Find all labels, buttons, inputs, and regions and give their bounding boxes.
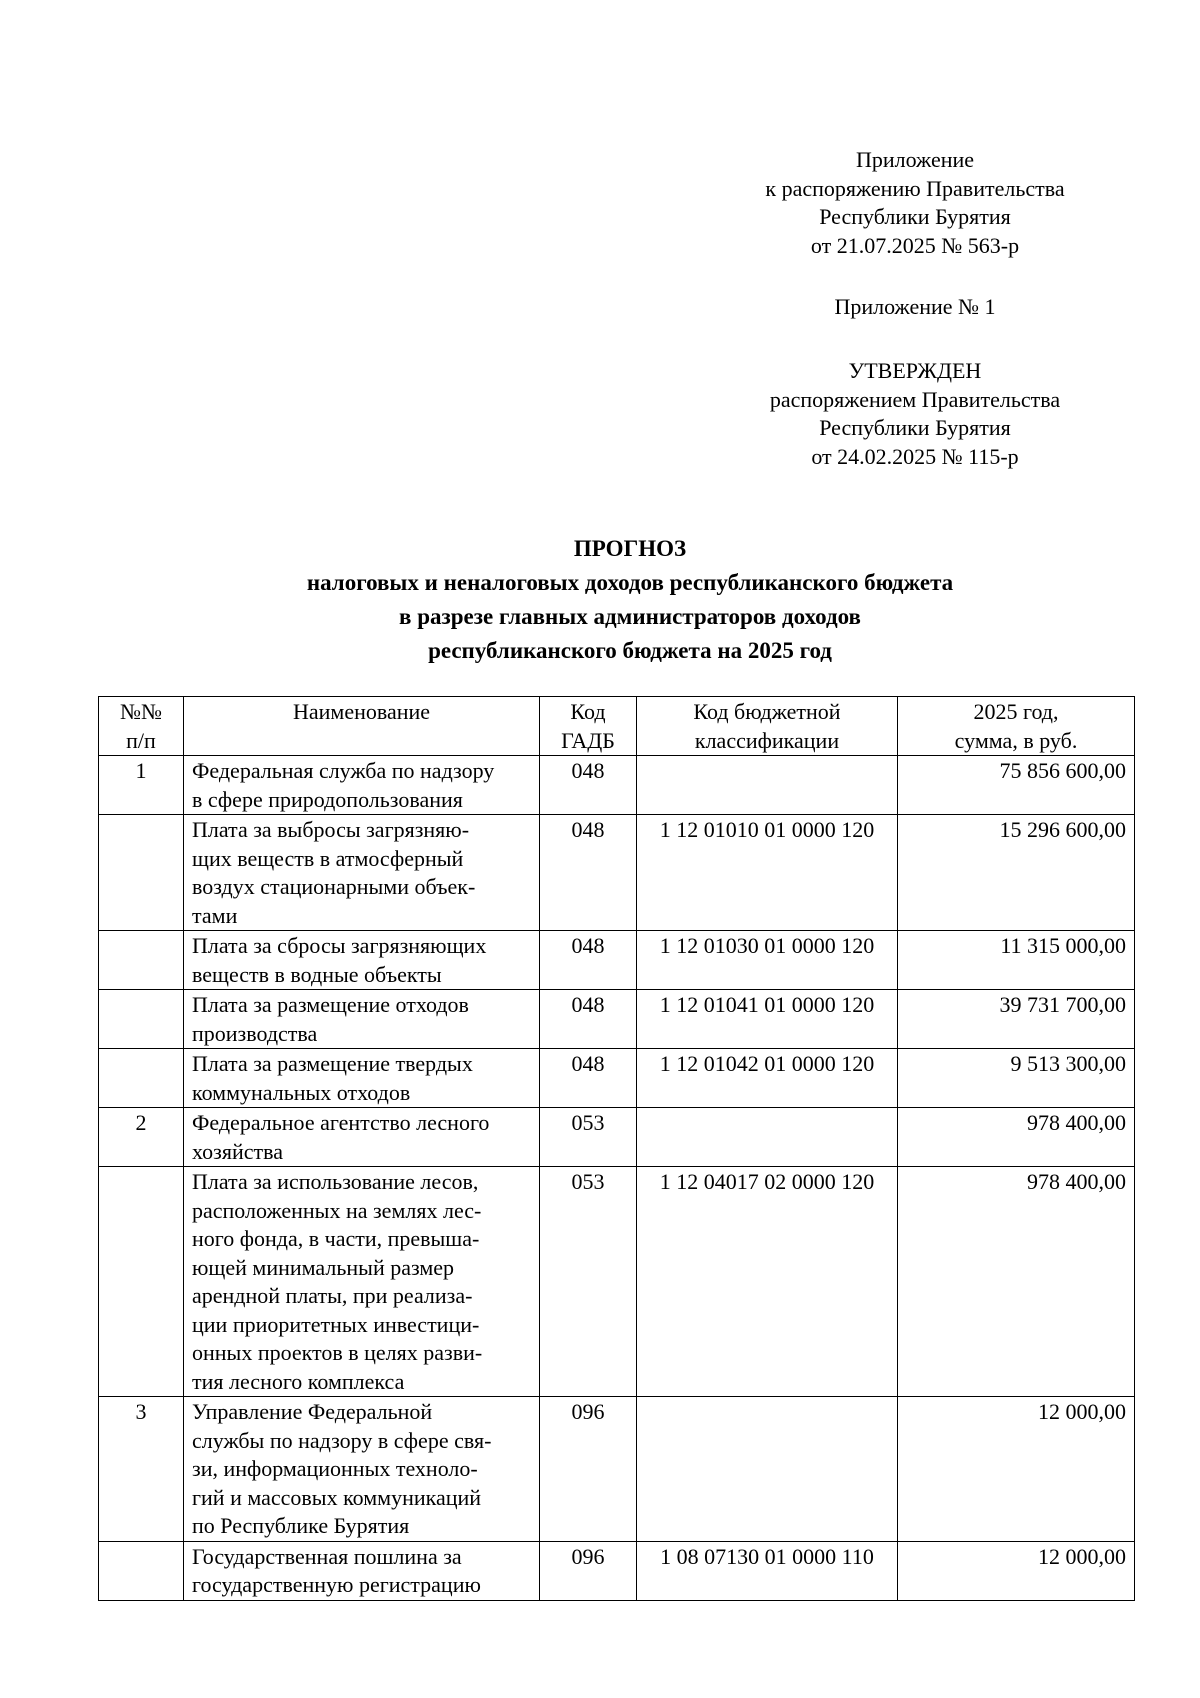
title-line: республиканского бюджета на 2025 год bbox=[428, 638, 832, 663]
title-line: в разрезе главных администраторов доходов bbox=[399, 604, 861, 629]
row-sum: 11 315 000,00 bbox=[898, 931, 1135, 990]
row-num: 2 bbox=[99, 1108, 184, 1167]
table-row bbox=[99, 931, 1135, 990]
approved-line: от 24.02.2025 № 115-р bbox=[811, 443, 1019, 469]
row-num bbox=[99, 1167, 184, 1397]
approved-line: УТВЕРЖДЕН bbox=[848, 358, 982, 383]
table-header-row bbox=[99, 697, 1135, 756]
row-num bbox=[99, 815, 184, 931]
header-name: Наименование bbox=[184, 697, 540, 756]
title-line: налоговых и неналоговых доходов республиканского бюджета bbox=[306, 570, 954, 595]
row-kbk bbox=[637, 1108, 898, 1167]
row-num bbox=[99, 1541, 184, 1600]
revenue-forecast-table bbox=[98, 696, 1135, 1601]
table-row bbox=[99, 1541, 1135, 1600]
appendix-line: от 21.07.2025 № 563-р bbox=[810, 232, 1020, 258]
row-kbk bbox=[637, 756, 898, 815]
header-gadb: Код ГАДБ bbox=[540, 697, 637, 756]
document-title bbox=[80, 532, 1180, 668]
row-name: Управление Федеральной службы по надзору в сфере свя- зи, информационных техноло- гий и массовых коммуникаций по Республике Бурятия bbox=[184, 1397, 540, 1542]
title-line: ПРОГНОЗ bbox=[573, 536, 687, 561]
row-kbk: 1 12 01042 01 0000 120 bbox=[637, 1049, 898, 1108]
appendix-number bbox=[740, 293, 1090, 322]
table-row bbox=[99, 990, 1135, 1049]
row-sum: 978 400,00 bbox=[898, 1167, 1135, 1397]
row-kbk bbox=[637, 1397, 898, 1542]
row-gadb: 053 bbox=[540, 1167, 637, 1397]
row-sum: 39 731 700,00 bbox=[898, 990, 1135, 1049]
row-sum: 12 000,00 bbox=[898, 1541, 1135, 1600]
appendix-line: к распоряжению Правительства bbox=[765, 175, 1065, 201]
row-num bbox=[99, 1049, 184, 1108]
row-sum: 75 856 600,00 bbox=[898, 756, 1135, 815]
table-row bbox=[99, 815, 1135, 931]
row-num bbox=[99, 990, 184, 1049]
table-row bbox=[99, 1397, 1135, 1542]
header-sum: 2025 год, сумма, в руб. bbox=[898, 697, 1135, 756]
row-kbk: 1 12 01041 01 0000 120 bbox=[637, 990, 898, 1049]
approved-line: Республики Бурятия bbox=[819, 415, 1011, 440]
row-num bbox=[99, 931, 184, 990]
row-gadb: 048 bbox=[540, 990, 637, 1049]
row-kbk: 1 12 01030 01 0000 120 bbox=[637, 931, 898, 990]
appendix-number-text: Приложение № 1 bbox=[834, 294, 996, 319]
row-kbk: 1 08 07130 01 0000 110 bbox=[637, 1541, 898, 1600]
appendix-header bbox=[740, 146, 1090, 260]
row-gadb: 096 bbox=[540, 1397, 637, 1542]
row-gadb: 048 bbox=[540, 756, 637, 815]
table-row bbox=[99, 1049, 1135, 1108]
row-name: Государственная пошлина за государственную регистрацию bbox=[184, 1541, 540, 1600]
row-name: Плата за размещение отходов производства bbox=[184, 990, 540, 1049]
table-row bbox=[99, 756, 1135, 815]
header-kbk: Код бюджетной классификации bbox=[637, 697, 898, 756]
approved-line: распоряжением Правительства bbox=[769, 386, 1061, 412]
table-row bbox=[99, 1167, 1135, 1397]
row-name: Федеральное агентство лесного хозяйства bbox=[184, 1108, 540, 1167]
row-kbk: 1 12 01010 01 0000 120 bbox=[637, 815, 898, 931]
row-name: Плата за использование лесов, расположенных на землях лес- ного фонда, в части, превыша- ющей минимальный размер арендной платы, при реализа- ции приоритетных инвестици- онных проектов в целях разви- тия лесного комплекса bbox=[184, 1167, 540, 1397]
appendix-line: Приложение bbox=[855, 147, 975, 172]
row-num: 3 bbox=[99, 1397, 184, 1542]
row-sum: 9 513 300,00 bbox=[898, 1049, 1135, 1108]
row-gadb: 048 bbox=[540, 815, 637, 931]
row-name: Плата за сбросы загрязняющих веществ в водные объекты bbox=[184, 931, 540, 990]
row-kbk: 1 12 04017 02 0000 120 bbox=[637, 1167, 898, 1397]
row-num: 1 bbox=[99, 756, 184, 815]
row-gadb: 096 bbox=[540, 1541, 637, 1600]
row-gadb: 053 bbox=[540, 1108, 637, 1167]
row-sum: 12 000,00 bbox=[898, 1397, 1135, 1542]
appendix-line: Республики Бурятия bbox=[819, 204, 1011, 229]
row-name: Плата за размещение твердых коммунальных отходов bbox=[184, 1049, 540, 1108]
row-gadb: 048 bbox=[540, 931, 637, 990]
row-sum: 978 400,00 bbox=[898, 1108, 1135, 1167]
row-sum: 15 296 600,00 bbox=[898, 815, 1135, 931]
approved-header bbox=[740, 357, 1090, 471]
row-name: Федеральная служба по надзору в сфере природопользования bbox=[184, 756, 540, 815]
row-name: Плата за выбросы загрязняю- щих веществ в атмосферный воздух стационарными объек- тами bbox=[184, 815, 540, 931]
row-gadb: 048 bbox=[540, 1049, 637, 1108]
header-num: №№ п/п bbox=[99, 697, 184, 756]
table-row bbox=[99, 1108, 1135, 1167]
